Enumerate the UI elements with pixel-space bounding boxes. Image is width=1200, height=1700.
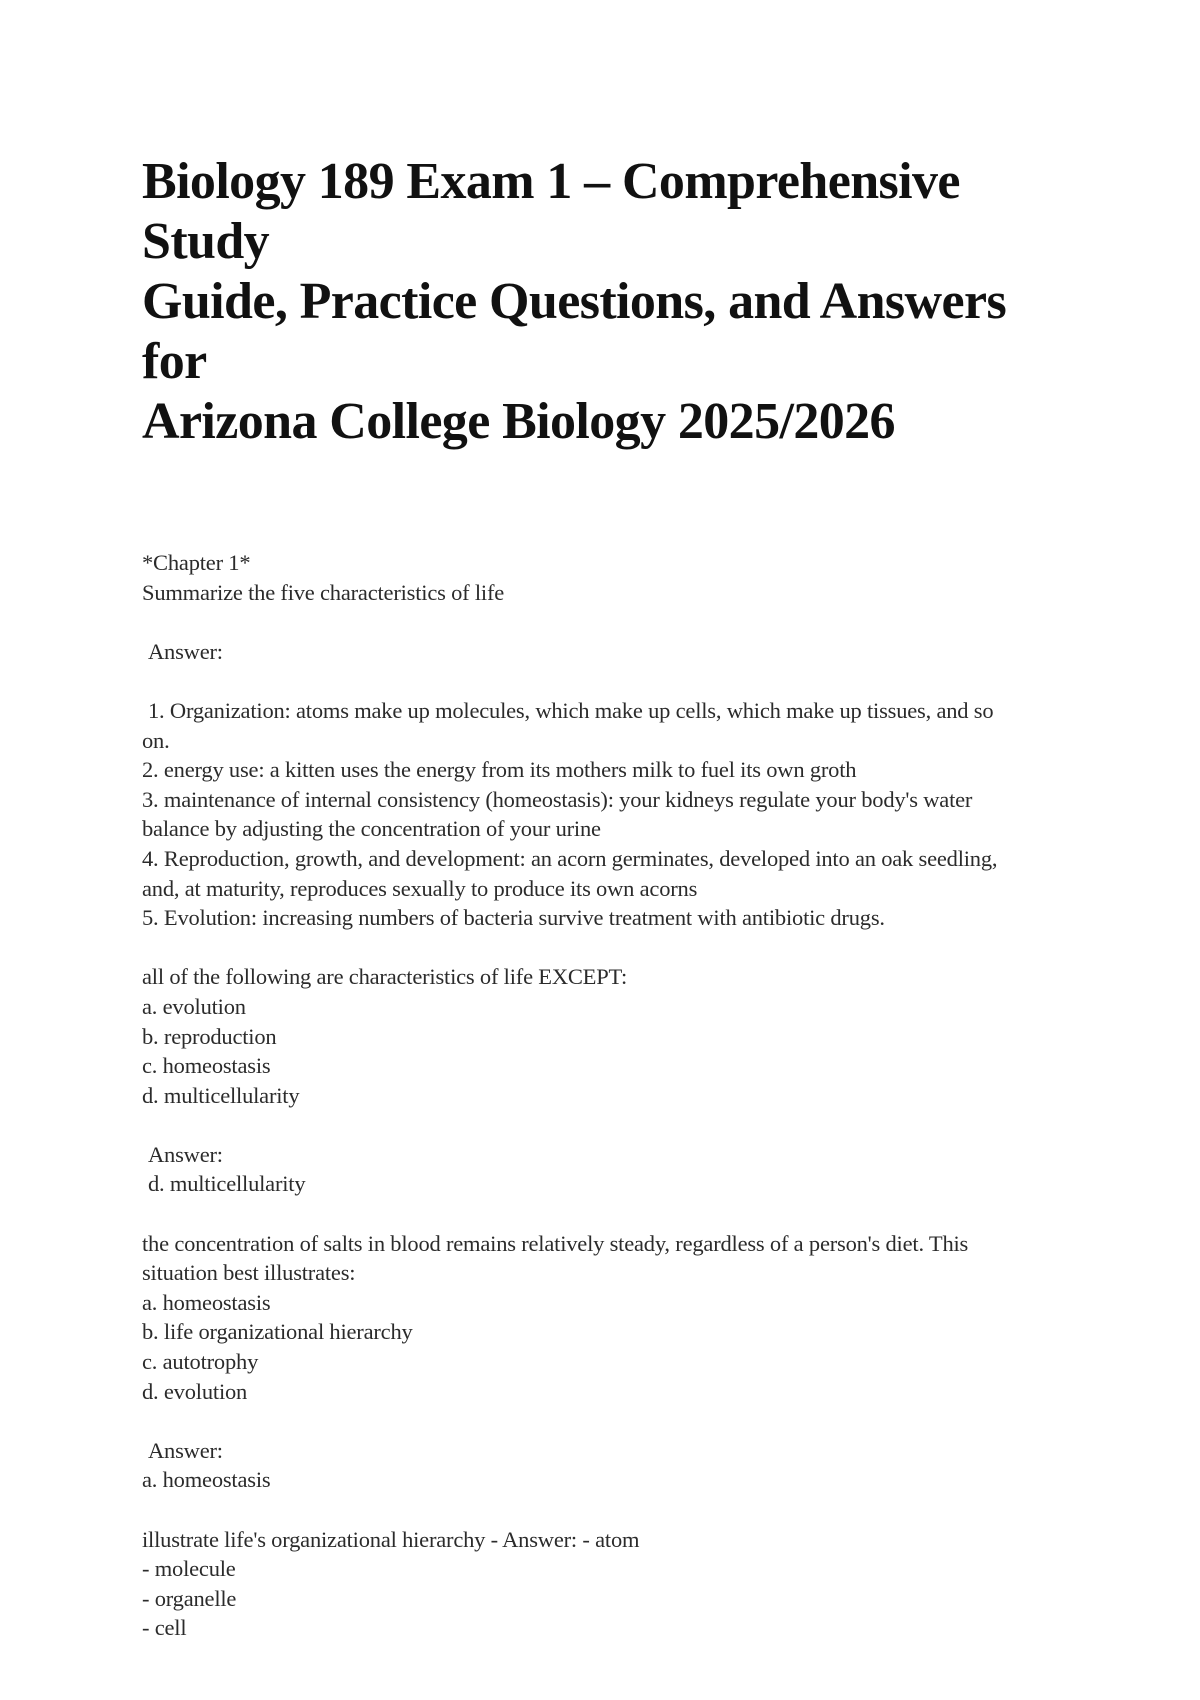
option-item: b. life organizational hierarchy [142,1319,413,1345]
answer-item: on. [142,727,170,753]
question-text: situation best illustrates: [142,1260,356,1286]
spacer [142,1110,1082,1140]
title-line: Arizona College Biology 2025/2026 [142,393,895,450]
document-page [142,152,1082,1643]
question-text: all of the following are characteristics of life EXCEPT: [142,964,628,990]
list-item: - organelle [142,1585,237,1611]
document-body [142,548,1082,1643]
question-text: illustrate life's organizational hierarchy - Answer: - atom [142,1526,640,1552]
option-item: a. evolution [142,993,246,1019]
title-line: Biology 189 Exam 1 – Comprehensive Study [142,153,973,270]
spacer [142,666,1082,696]
option-item: b. reproduction [142,1023,277,1049]
spacer [142,1199,1082,1229]
spacer [142,933,1082,963]
question-text: the concentration of salts in blood remains relatively steady, regardless of a person's diet. This [142,1230,969,1256]
spacer [142,1406,1082,1436]
answer-item: 5. Evolution: increasing numbers of bacteria survive treatment with antibiotic drugs. [142,905,885,931]
option-item: c. homeostasis [142,1053,271,1079]
spacer [142,1495,1082,1525]
answer-item: 4. Reproduction, growth, and development: an acorn germinates, developed into an oak seedling, [142,845,998,871]
answer-text: a. homeostasis [142,1467,271,1493]
title-line: Guide, Practice Questions, and Answers for [142,273,1019,390]
option-item: d. evolution [142,1378,248,1404]
option-item: a. homeostasis [142,1289,271,1315]
option-item: d. multicellularity [142,1082,300,1108]
answer-label: Answer: [148,638,223,664]
spacer [142,607,1082,637]
list-item: - molecule [142,1556,236,1582]
answer-item: 2. energy use: a kitten uses the energy from its mothers milk to fuel its own groth [142,757,857,783]
answer-item: balance by adjusting the concentration of your urine [142,816,601,842]
option-item: c. autotrophy [142,1349,259,1375]
answer-label: Answer: [148,1141,223,1167]
answer-label: Answer: [148,1437,223,1463]
chapter-heading: *Chapter 1* [142,550,251,575]
answer-text: d. multicellularity [148,1171,306,1197]
document-title [142,152,1082,452]
question-text: Summarize the five characteristics of life [142,579,505,605]
answer-item: 3. maintenance of internal consistency (homeostasis): your kidneys regulate your body's water [142,786,973,812]
answer-item: and, at maturity, reproduces sexually to produce its own acorns [142,875,698,901]
answer-item: 1. Organization: atoms make up molecules, which make up cells, which make up tissues, and so [148,697,994,723]
list-item: - cell [142,1615,187,1641]
